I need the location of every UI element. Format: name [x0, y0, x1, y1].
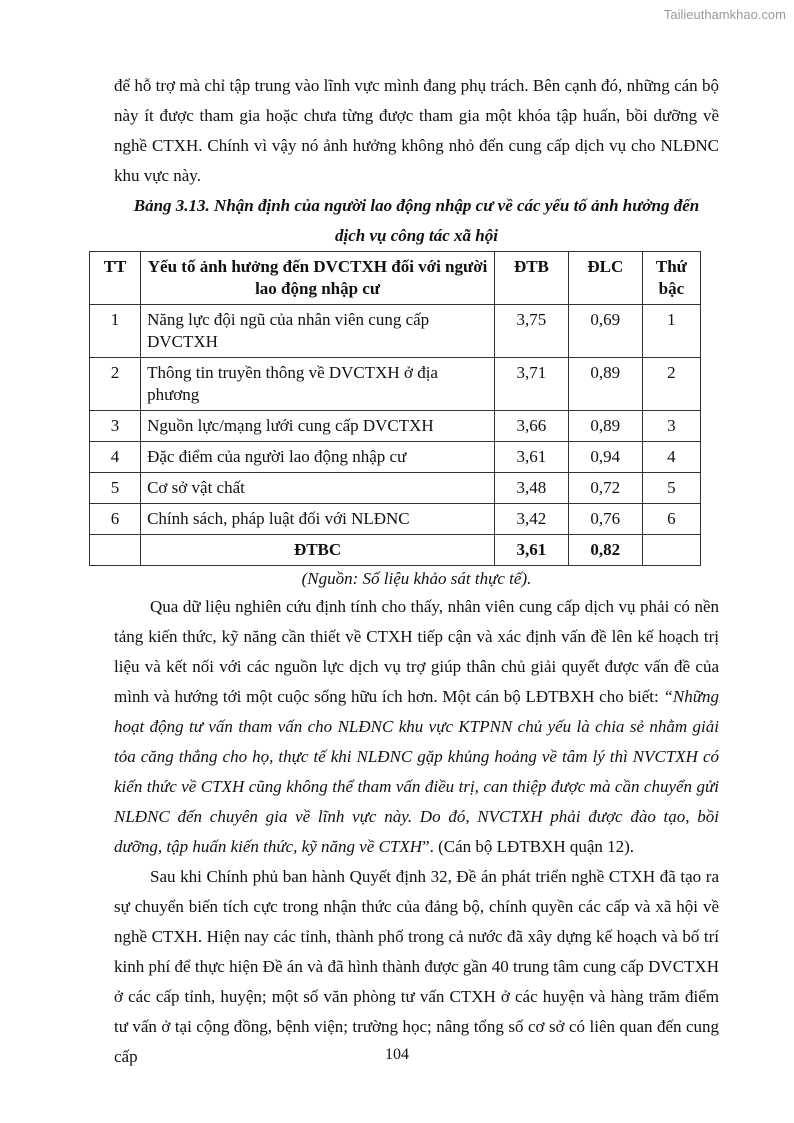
paragraph-2-quote: “Những hoạt động tư vấn tham vấn cho NLĐNC khu vực KTPNN chủ yếu là chia sẻ nhằm giải tỏa căng thẳng cho họ, thực tế khi NLĐNC gặp khủng hoảng về tâm lý thì NVCTXH có kiến thức về CTXH cũng không thể tham vấn điều trị, can thiệp được mà cần chuyển gửi NLĐNC đến chuyên gia về lĩnh vực này. Do đó, NVCTXH phải được đào tạo, bồi dưỡng, tập huấn kiến thức, kỹ năng về CTXH	[114, 687, 719, 856]
cell-dlc: 0,72	[568, 473, 642, 504]
header-tt: TT	[90, 252, 141, 305]
table-total-row	[90, 535, 701, 566]
cell-tt: 5	[90, 473, 141, 504]
cell-tt: 6	[90, 504, 141, 535]
page-number: 104	[385, 1046, 409, 1063]
cell-factor: Cơ sở vật chất	[141, 473, 495, 504]
cell-dtb: 3,71	[495, 358, 569, 411]
cell-rank: 6	[642, 504, 700, 535]
table-caption	[114, 191, 719, 251]
cell-rank: 2	[642, 358, 700, 411]
cell-rank-empty	[642, 535, 700, 566]
paragraph-3: Sau khi Chính phủ ban hành Quyết định 32, Đề án phát triển nghề CTXH đã tạo ra sự chuyển biến tích cực trong nhận thức của đảng bộ, chính quyền các cấp và xã hội về nghề CTXH. Hiện nay các tỉnh, thành phố trong cả nước đã xây dựng kế hoạch và bố trí kinh phí để thực hiện Đề án và đã hình thành được gần 40 trung tâm cung cấp DVCTXH ở các cấp tỉnh, huyện; một số văn phòng tư vấn CTXH ở các huyện và hàng trăm điểm tư vấn ở tại cộng đồng, bệnh viện; trường học; nâng tổng số cơ sở có liên quan đến cung cấp	[114, 867, 719, 1066]
cell-dlc: 0,89	[568, 358, 642, 411]
cell-factor: Đặc điểm của người lao động nhập cư	[141, 442, 495, 473]
cell-dtb: 3,66	[495, 411, 569, 442]
paragraph-1: để hỗ trợ mà chỉ tập trung vào lĩnh vực mình đang phụ trách. Bên cạnh đó, những cán bộ này ít được tham gia hoặc chưa từng được tham gia một khóa tập huấn, bồi dưỡng về nghề CTXH. Chính vì vậy nó ảnh hưởng không nhỏ đến cung cấp dịch vụ cho NLĐNC khu vực này.	[114, 76, 719, 185]
cell-factor: Nguồn lực/mạng lưới cung cấp DVCTXH	[141, 411, 495, 442]
total-dlc: 0,82	[568, 535, 642, 566]
cell-factor: Năng lực đội ngũ của nhân viên cung cấp DVCTXH	[141, 305, 495, 358]
paragraph-2-attribution: ”. (Cán bộ LĐTBXH quận 12).	[422, 837, 635, 856]
table-row	[90, 473, 701, 504]
table-caption-line-2: dịch vụ công tác xã hội	[335, 226, 498, 245]
table-row	[90, 358, 701, 411]
page-content	[103, 71, 719, 1072]
total-dtb: 3,61	[495, 535, 569, 566]
cell-factor: Thông tin truyền thông về DVCTXH ở địa phương	[141, 358, 495, 411]
header-dtb: ĐTB	[495, 252, 569, 305]
cell-rank: 3	[642, 411, 700, 442]
cell-tt-empty	[90, 535, 141, 566]
table-row	[90, 305, 701, 358]
header-rank: Thứ bậc	[642, 252, 700, 305]
table-row	[90, 442, 701, 473]
cell-dtb: 3,42	[495, 504, 569, 535]
paragraph-2	[114, 592, 719, 862]
table-source: (Nguồn: Số liệu khảo sát thực tế).	[301, 569, 532, 588]
cell-dlc: 0,89	[568, 411, 642, 442]
cell-dlc: 0,94	[568, 442, 642, 473]
table-row	[90, 504, 701, 535]
cell-factor: Chính sách, pháp luật đối với NLĐNC	[141, 504, 495, 535]
cell-tt: 4	[90, 442, 141, 473]
total-label: ĐTBC	[141, 535, 495, 566]
paragraph-2-intro: Qua dữ liệu nghiên cứu định tính cho thấy, nhân viên cung cấp dịch vụ phải có nền tảng kiến thức, kỹ năng cần thiết về CTXH tiếp cận và xác định vấn đề lên kế hoạch trị liệu và kết nối với các nguồn lực dịch vụ trợ giúp thân chủ giải quyết được vấn đề của mình và hướng tới một cuộc sống hữu ích hơn. Một cán bộ LĐTBXH cho biết:	[114, 597, 719, 706]
factors-table	[89, 251, 701, 566]
table-header-row	[90, 252, 701, 305]
cell-tt: 3	[90, 411, 141, 442]
cell-dtb: 3,61	[495, 442, 569, 473]
cell-dlc: 0,76	[568, 504, 642, 535]
cell-dtb: 3,48	[495, 473, 569, 504]
cell-tt: 2	[90, 358, 141, 411]
watermark: Tailieuthamkhao.com	[663, 7, 786, 22]
cell-dlc: 0,69	[568, 305, 642, 358]
header-dlc: ĐLC	[568, 252, 642, 305]
header-factor: Yếu tố ảnh hưởng đến DVCTXH đối với người lao động nhập cư	[141, 252, 495, 305]
cell-rank: 5	[642, 473, 700, 504]
cell-dtb: 3,75	[495, 305, 569, 358]
cell-rank: 1	[642, 305, 700, 358]
table-row	[90, 411, 701, 442]
table-caption-line-1: Bảng 3.13. Nhận định của người lao động nhập cư về các yếu tố ảnh hưởng đến	[133, 196, 700, 215]
cell-tt: 1	[90, 305, 141, 358]
cell-rank: 4	[642, 442, 700, 473]
